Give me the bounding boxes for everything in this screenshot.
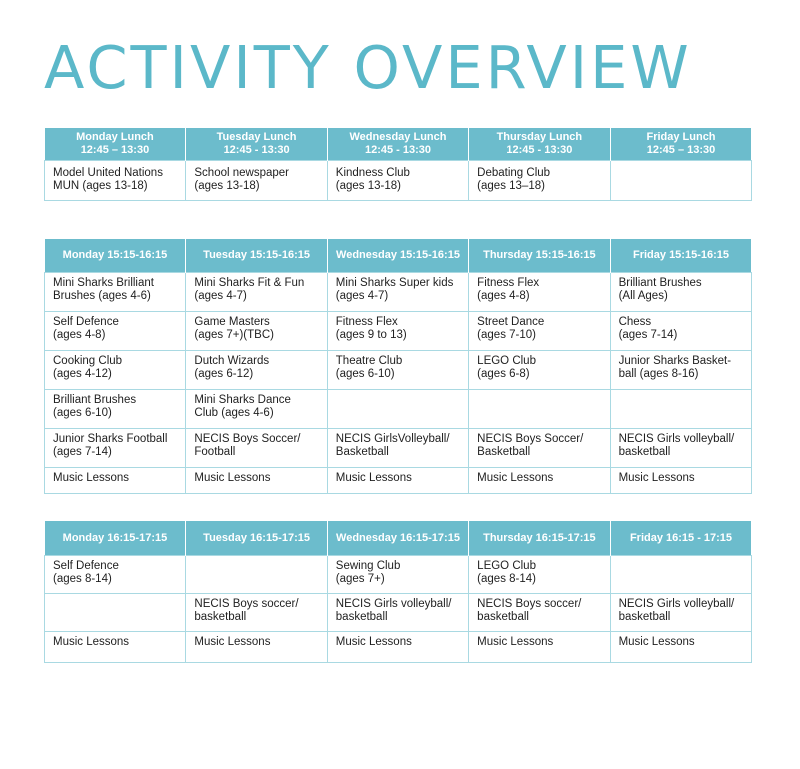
table-header-row xyxy=(45,521,752,556)
afternoon-1515-schedule-table xyxy=(44,239,752,494)
table-cell xyxy=(186,556,327,594)
table-row xyxy=(45,556,752,594)
table-cell xyxy=(610,161,751,201)
table-cell: Music Lessons xyxy=(469,468,610,494)
table-header-row xyxy=(45,239,752,273)
table-cell: Chess (ages 7-14) xyxy=(610,312,751,351)
table-cell: Music Lessons xyxy=(610,468,751,494)
table-cell: Mini Sharks Brilliant Brushes (ages 4-6) xyxy=(45,273,186,312)
header-tuesday-1515: Tuesday 15:15-16:15 xyxy=(186,239,327,273)
header-wednesday-lunch: Wednesday Lunch 12:45 - 13:30 xyxy=(327,128,468,161)
table-cell: NECIS Boys soccer/ basketball xyxy=(186,594,327,632)
header-monday-lunch: Monday Lunch 12:45 – 13:30 xyxy=(45,128,186,161)
table-row xyxy=(45,273,752,312)
table-cell xyxy=(327,390,468,429)
table-cell: Music Lessons xyxy=(186,468,327,494)
table-cell: Music Lessons xyxy=(45,632,186,663)
header-thursday-lunch: Thursday Lunch 12:45 - 13:30 xyxy=(469,128,610,161)
table-cell: NECIS Girls volleyball/ basketball xyxy=(610,429,751,468)
table-cell: Sewing Club (ages 7+) xyxy=(327,556,468,594)
table-cell: Street Dance (ages 7-10) xyxy=(469,312,610,351)
table-cell: Junior Sharks Basket- ball (ages 8-16) xyxy=(610,351,751,390)
table-cell: Music Lessons xyxy=(327,468,468,494)
table-cell: Music Lessons xyxy=(327,632,468,663)
table-cell: Self Defence (ages 8-14) xyxy=(45,556,186,594)
header-wednesday-1515: Wednesday 15:15-16:15 xyxy=(327,239,468,273)
header-friday-lunch: Friday Lunch 12:45 – 13:30 xyxy=(610,128,751,161)
table-cell: Brilliant Brushes (All Ages) xyxy=(610,273,751,312)
table-cell: LEGO Club (ages 6-8) xyxy=(469,351,610,390)
table-cell: Mini Sharks Fit & Fun (ages 4-7) xyxy=(186,273,327,312)
header-friday-1615: Friday 16:15 - 17:15 xyxy=(610,521,751,556)
header-wednesday-1615: Wednesday 16:15-17:15 xyxy=(327,521,468,556)
table-cell xyxy=(610,556,751,594)
table-cell: Music Lessons xyxy=(186,632,327,663)
table-header-row xyxy=(45,128,752,161)
table-cell: Model United Nations MUN (ages 13-18) xyxy=(45,161,186,201)
page-title: ACTIVITY OVERVIEW xyxy=(44,33,692,102)
table-cell: Cooking Club (ages 4-12) xyxy=(45,351,186,390)
header-tuesday-1615: Tuesday 16:15-17:15 xyxy=(186,521,327,556)
table-row xyxy=(45,161,752,201)
table-cell xyxy=(45,594,186,632)
header-monday-1615: Monday 16:15-17:15 xyxy=(45,521,186,556)
table-row xyxy=(45,594,752,632)
table-cell: Junior Sharks Football (ages 7-14) xyxy=(45,429,186,468)
table-cell: Dutch Wizards (ages 6-12) xyxy=(186,351,327,390)
table-cell: Self Defence (ages 4-8) xyxy=(45,312,186,351)
table-cell: NECIS Boys Soccer/ Football xyxy=(186,429,327,468)
table-cell: Debating Club (ages 13–18) xyxy=(469,161,610,201)
table-cell: NECIS GirlsVolleyball/ Basketball xyxy=(327,429,468,468)
table-cell: Music Lessons xyxy=(610,632,751,663)
afternoon-1615-schedule-table xyxy=(44,521,752,663)
header-thursday-1515: Thursday 15:15-16:15 xyxy=(469,239,610,273)
table-row xyxy=(45,632,752,663)
table-cell: Mini Sharks Dance Club (ages 4-6) xyxy=(186,390,327,429)
table-row xyxy=(45,390,752,429)
table-row xyxy=(45,429,752,468)
table-row xyxy=(45,312,752,351)
table-cell: School newspaper (ages 13-18) xyxy=(186,161,327,201)
header-thursday-1615: Thursday 16:15-17:15 xyxy=(469,521,610,556)
table-cell: LEGO Club (ages 8-14) xyxy=(469,556,610,594)
table-cell: NECIS Boys soccer/ basketball xyxy=(469,594,610,632)
table-cell: Mini Sharks Super kids (ages 4-7) xyxy=(327,273,468,312)
table-cell: NECIS Girls volleyball/ basketball xyxy=(327,594,468,632)
table-row xyxy=(45,351,752,390)
header-monday-1515: Monday 15:15-16:15 xyxy=(45,239,186,273)
table-cell: Music Lessons xyxy=(45,468,186,494)
lunch-schedule-table xyxy=(44,128,752,201)
table-cell xyxy=(610,390,751,429)
table-cell: Brilliant Brushes (ages 6-10) xyxy=(45,390,186,429)
table-cell: NECIS Boys Soccer/ Basketball xyxy=(469,429,610,468)
table-cell: Fitness Flex (ages 9 to 13) xyxy=(327,312,468,351)
table-cell: Game Masters (ages 7+)(TBC) xyxy=(186,312,327,351)
header-friday-1515: Friday 15:15-16:15 xyxy=(610,239,751,273)
table-cell xyxy=(469,390,610,429)
table-cell: Fitness Flex (ages 4-8) xyxy=(469,273,610,312)
table-cell: NECIS Girls volleyball/ basketball xyxy=(610,594,751,632)
table-cell: Theatre Club (ages 6-10) xyxy=(327,351,468,390)
table-cell: Kindness Club (ages 13-18) xyxy=(327,161,468,201)
header-tuesday-lunch: Tuesday Lunch 12:45 - 13:30 xyxy=(186,128,327,161)
table-cell: Music Lessons xyxy=(469,632,610,663)
table-row xyxy=(45,468,752,494)
